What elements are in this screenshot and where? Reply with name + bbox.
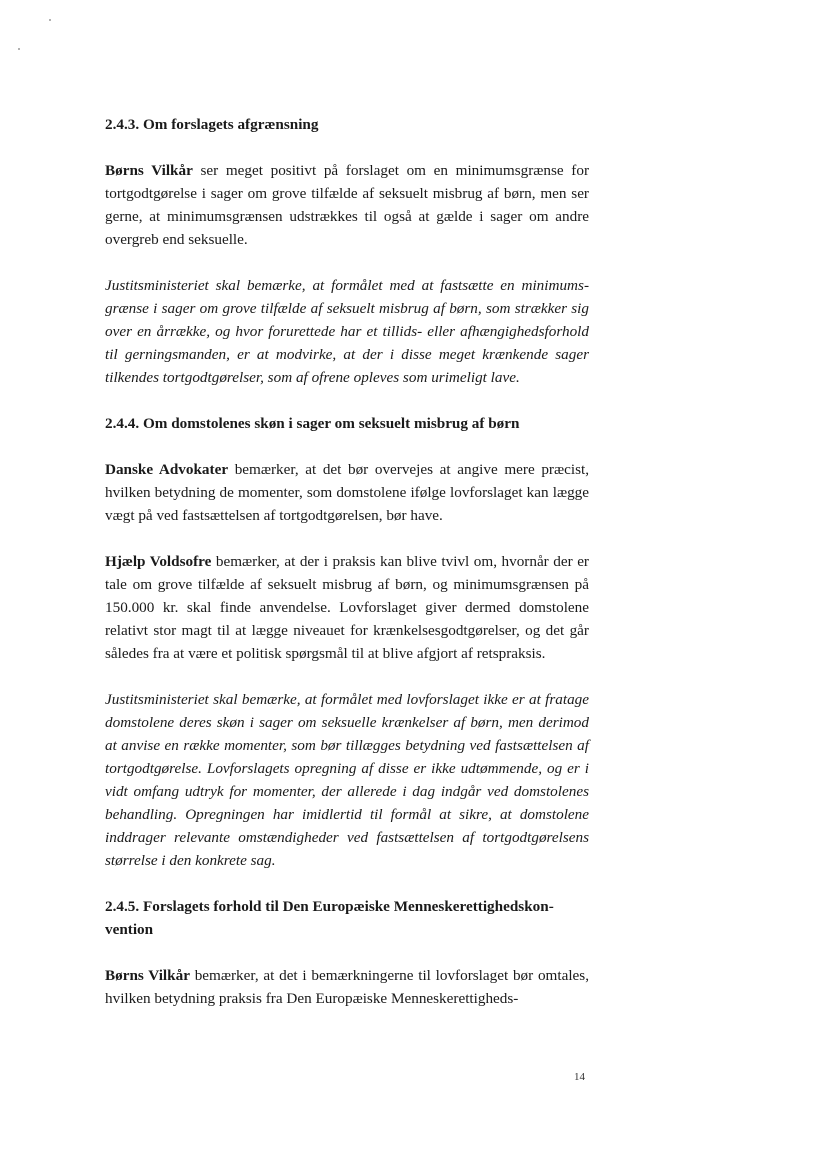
paragraph-hjaelp-voldsofre: [105, 550, 589, 665]
organization-name: Danske Advokater: [105, 461, 229, 478]
section-heading-2-4-5: 2.4.5. Forslagets forhold til Den Europæiske Menneskerettighedskonvention: [105, 898, 554, 938]
organization-name: Hjælp Voldsofre: [105, 553, 212, 570]
paragraph-text: bemærker, at der i praksis kan blive tvivl om, hvornår der er tale om grove tilfælde af seksuelt misbrug af børn, og minimumsgrænsen på 150.000 kr. skal finde anvendelse. Lovforslaget giver dermed domstolene relativt stor magt til at lægge niveauet for krænkelsesgodtgørelser, og det går således fra at være et politisk spørgsmål til at blive afgjort af retspraksis.: [105, 553, 589, 662]
paragraph-borns-vilkar-1: [105, 159, 589, 251]
paragraph-borns-vilkar-2: [105, 964, 589, 1010]
scan-speck: [18, 48, 20, 50]
paragraph-text: bemærker, at det bør overvejes at angive mere præcist, hvilken betydning de momenter, som domstolene ifølge lovforslaget kan lægge vægt på ved fastsættelsen af tortgodtgørelsen, bør have.: [105, 461, 589, 524]
paragraph-danske-advokater: [105, 458, 589, 527]
paragraph-text: ser meget positivt på forslaget om en minimumsgrænse for tortgodtgørelse i sager om grove tilfælde af seksuelt misbrug af børn, men ser gerne, at minimumsgrænsen udstrækkes til også at gælde i sager om andre overgreb end seksuelle.: [105, 162, 590, 248]
scan-speck: [49, 19, 51, 21]
organization-name: Børns Vilkår: [105, 967, 190, 984]
organization-name: Børns Vilkår: [105, 162, 193, 179]
section-heading-2-4-3: 2.4.3. Om forslagets afgrænsning: [105, 116, 319, 133]
ministry-response-2: Justitsministeriet skal bemærke, at formålet med lovforslaget ikke er at fratage domstolene deres skøn i sager om seksuelle krænkelser af børn, men derimod at anvise en række momenter, som bør tillægges betydning ved fastsættelsen af tortgodtgørelse. Lovforslagets opregning af disse er ikke udtømmende, og er i vidt omfang udtryk for momenter, der allerede i dag indgår ved domstolenes behandling. Opregningen har imidlertid til formål at sikre, at domstolene inddrager relevante omstændigheder ved fastsættelsen af tortgodtgørelsens størrelse i den konkrete sag.: [105, 691, 589, 869]
section-heading-2-4-4: 2.4.4. Om domstolenes skøn i sager om seksuelt misbrug af børn: [105, 415, 520, 432]
ministry-response-1: Justitsministeriet skal bemærke, at formålet med at fastsætte en minimumsgrænse i sager om grove tilfælde af seksuelt misbrug af børn, som strækker sig over en årrække, og hvor forurettede har et tillids- eller afhængighedsforhold til gerningsmanden, er at modvirke, at der i disse meget krænkende sager tilkendes tortgodtgørelser, som af ofrene opleves som urimeligt lave.: [105, 277, 589, 386]
page-number: 14: [574, 1071, 585, 1083]
paragraph-text: bemærker, at det i bemærkningerne til lovforslaget bør omtales, hvilken betydning praksis fra Den Europæiske Menneskerettigheds-: [105, 967, 589, 1007]
document-body: [105, 113, 589, 1010]
